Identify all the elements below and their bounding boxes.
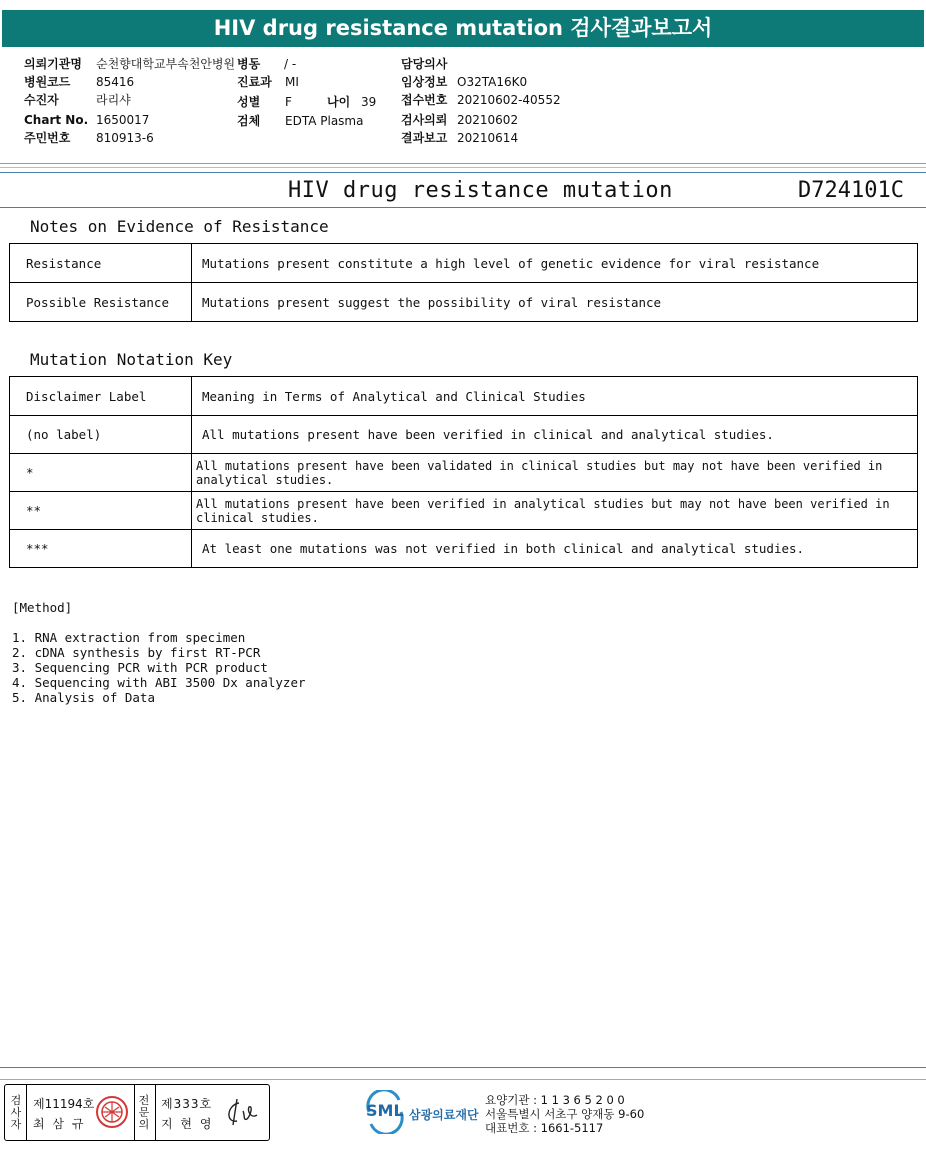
table-row	[10, 530, 918, 568]
info-value: 라리샤	[96, 93, 131, 107]
info-value: O32TA16K0	[457, 75, 528, 89]
info-label: 담당의사	[401, 57, 448, 71]
table-row	[10, 244, 918, 283]
table-cell-label: Possible Resistance	[10, 283, 192, 322]
table-cell-text: All mutations present have been validated in clinical studies but may not have been verified in analytical studies.	[192, 454, 918, 492]
info-value: 20210614	[457, 131, 519, 145]
info-row	[401, 91, 561, 109]
info-label: 병원코드	[24, 75, 71, 89]
table-cell-label: *	[10, 454, 192, 492]
info-row	[401, 129, 561, 147]
info-value: 810913-6	[96, 131, 154, 145]
ward-label: 병동	[237, 57, 261, 71]
method-step: 2. cDNA synthesis by first RT-PCR	[12, 645, 261, 660]
specimen-field	[237, 112, 363, 130]
info-row	[401, 55, 561, 73]
table-cell-label: (no label)	[10, 416, 192, 454]
examiner-name: 최 삼 규	[33, 1117, 86, 1131]
org-name: 삼광의료재단	[409, 1108, 479, 1122]
signature-icon	[223, 1097, 263, 1129]
table-cell-label: Resistance	[10, 244, 192, 283]
ward-value: / -	[284, 57, 297, 71]
specialist-license: 제333호	[161, 1097, 213, 1111]
footer-divider	[0, 1079, 926, 1080]
table-cell-label: ***	[10, 530, 192, 568]
report-title: HIV drug resistance mutation 검사결과보고서	[2, 10, 924, 47]
method-step: 1. RNA extraction from specimen	[12, 630, 246, 645]
document-code: D724101C	[798, 178, 904, 203]
divider	[134, 1085, 135, 1140]
specialist-name: 지 현 영	[161, 1117, 214, 1131]
info-label: 주민번호	[24, 131, 71, 145]
table-row	[10, 283, 918, 322]
info-label: 임상정보	[401, 75, 448, 89]
examiner-label: 검사자	[10, 1094, 22, 1131]
info-value: 순천향대학교부속천안병원	[96, 57, 236, 71]
divider	[26, 1085, 27, 1140]
info-row	[24, 129, 235, 147]
sex-label: 성별	[237, 95, 261, 109]
info-label: Chart No.	[24, 113, 89, 127]
age-value: 39	[361, 95, 377, 109]
org-logo-text: SML	[366, 1101, 404, 1120]
method-steps	[12, 630, 306, 705]
method-step: 4. Sequencing with ABI 3500 Dx analyzer	[12, 675, 306, 690]
table-cell-label: Disclaimer Label	[10, 377, 192, 416]
info-row	[24, 73, 235, 91]
org-address: 서울특별시 서초구 양재동 9-60	[485, 1107, 645, 1121]
table-cell-text: All mutations present have been verified in clinical and analytical studies.	[192, 416, 918, 454]
divider	[0, 163, 926, 164]
table-cell-text: At least one mutations was not verified in both clinical and analytical studies.	[192, 530, 918, 568]
info-value: 20210602	[457, 113, 519, 127]
org-phone: 대표번호 : 1661-5117	[485, 1121, 604, 1135]
divider	[0, 207, 926, 208]
dept-value: MI	[285, 75, 299, 89]
table-cell-text: All mutations present have been verified in analytical studies but may not have been verified in clinical studies.	[192, 492, 918, 530]
signature-box	[4, 1084, 270, 1141]
info-row	[24, 91, 235, 109]
table-row	[10, 377, 918, 416]
table-cell-label: **	[10, 492, 192, 530]
sex-value: F	[285, 95, 292, 109]
patient-info-right	[401, 55, 561, 147]
table-row	[10, 492, 918, 530]
age-field	[327, 93, 376, 111]
specimen-value: EDTA Plasma	[285, 114, 364, 128]
info-label: 의뢰기관명	[24, 57, 82, 71]
org-code: 요양기관 : 1 1 3 6 5 2 0 0	[485, 1093, 625, 1107]
info-row	[401, 111, 561, 129]
info-value: 85416	[96, 75, 135, 89]
seal-stamp-icon	[95, 1095, 129, 1129]
key-section-title: Mutation Notation Key	[30, 350, 233, 369]
sex-field	[237, 93, 327, 111]
info-value: 20210602-40552	[457, 93, 561, 107]
key-table	[9, 376, 918, 568]
patient-info-left	[24, 55, 235, 147]
table-cell-text: Mutations present constitute a high level of genetic evidence for viral resistance	[192, 244, 918, 283]
method-step: 5. Analysis of Data	[12, 690, 155, 705]
notes-table	[9, 243, 918, 322]
info-row	[24, 55, 235, 73]
examiner-license: 제11194호	[33, 1097, 95, 1111]
info-row	[24, 111, 235, 129]
info-row	[401, 73, 561, 91]
ward-field	[237, 55, 296, 73]
footer-divider	[0, 1067, 926, 1068]
notes-section-title: Notes on Evidence of Resistance	[30, 217, 329, 236]
dept-field	[237, 73, 299, 91]
divider	[0, 172, 926, 173]
divider	[155, 1085, 156, 1140]
dept-label: 진료과	[237, 75, 272, 89]
document-heading: HIV drug resistance mutation	[288, 178, 673, 203]
method-step: 3. Sequencing PCR with PCR product	[12, 660, 268, 675]
info-value: 1650017	[96, 113, 150, 127]
divider	[0, 167, 926, 168]
age-label: 나이	[327, 95, 351, 109]
info-label: 결과보고	[401, 131, 448, 145]
specialist-label: 전문의	[138, 1094, 150, 1131]
table-cell-text: Mutations present suggest the possibility of viral resistance	[192, 283, 918, 322]
method-title: [Method]	[12, 600, 73, 615]
info-label: 접수번호	[401, 93, 448, 107]
info-label: 수진자	[24, 93, 59, 107]
table-cell-text: Meaning in Terms of Analytical and Clinical Studies	[192, 377, 918, 416]
specimen-label: 검체	[237, 114, 261, 128]
table-row	[10, 416, 918, 454]
info-label: 검사의뢰	[401, 113, 448, 127]
table-row	[10, 454, 918, 492]
